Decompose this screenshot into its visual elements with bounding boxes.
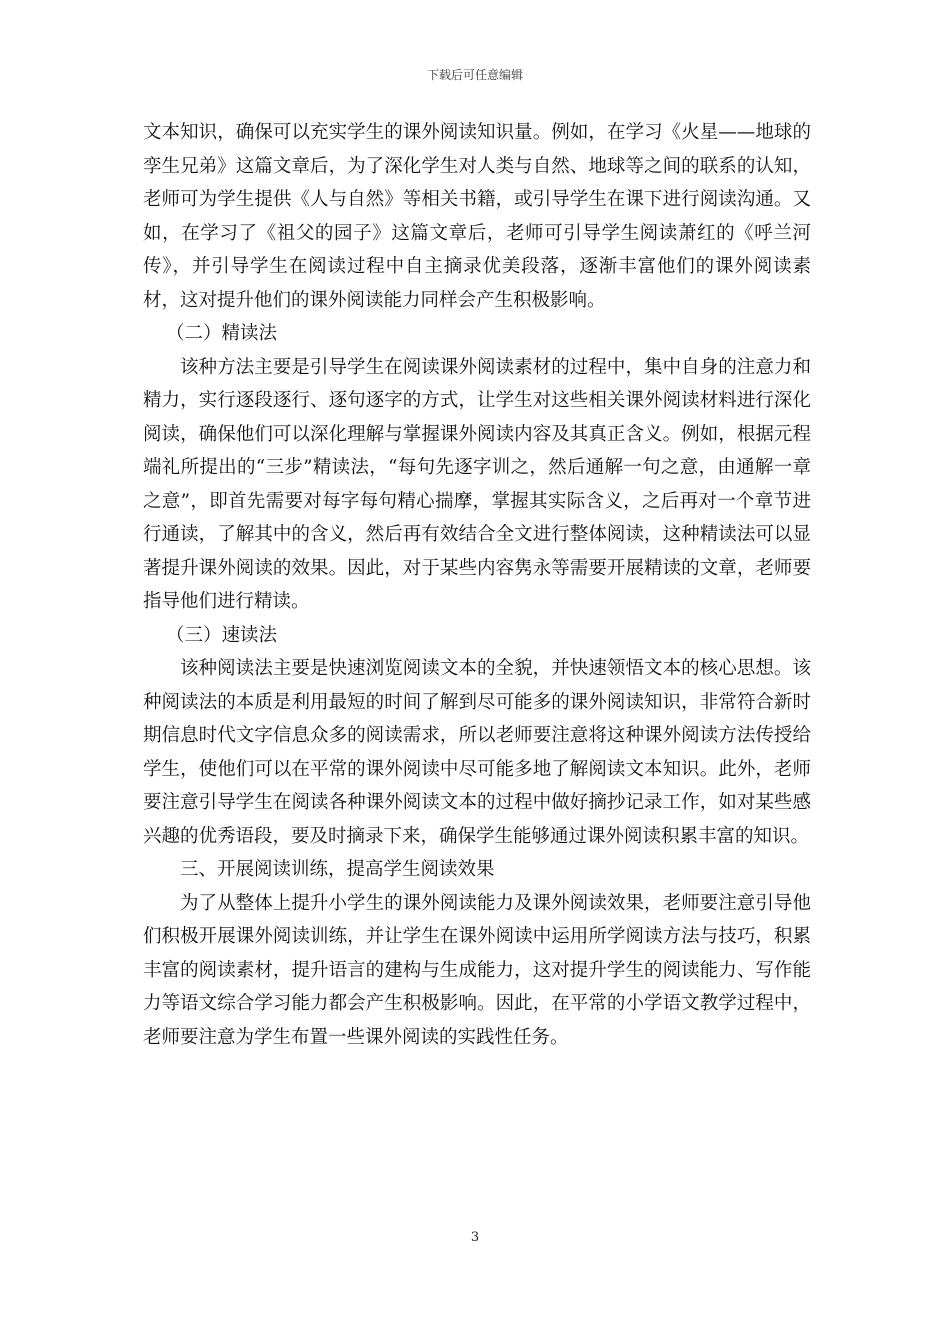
- section-heading-reading-training: 三、开展阅读训练，提高学生阅读效果: [180, 859, 495, 880]
- section-heading-speed-reading: （三）速读法: [166, 624, 278, 646]
- paragraph-intensive-reading: 该种方法主要是引导学生在阅读课外阅读素材的过程中，集中自身的注意力和精力，实行逐段逐行、逐句逐字的方式，让学生对这些相关课外阅读材料进行深化阅读，确保他们可以深化理解与掌握课外阅读内容及其真正含义。例如，根据元程端礼所提出的“三步”精读法，“每句先逐字训之，然后通解一句之意，由通解一章之意”，即首先需要对每字每句精心揣摩，掌握其实际含义，之后再对一个章节进行通读，了解其中的含义，然后再有效结合全文进行整体阅读，这种精读法可以显著提升课外阅读的效果。因此，对于某些内容隽永等需要开展精读的文章，老师要指导他们进行精读。: [143, 356, 811, 612]
- paragraph-speed-reading: 该种阅读法主要是快速浏览阅读文本的全貌，并快速领悟文本的核心思想。该种阅读法的本质是利用最短的时间了解到尽可能多的课外阅读知识，非常符合新时期信息时代文字信息众多的阅读需求，所以老师要注意将这种课外阅读方法传授给学生，使他们可以在平常的课外阅读中尽可能多地了解阅读文本知识。此外，老师要注意引导学生在阅读各种课外阅读文本的过程中做好摘抄记录工作，如对某些感兴趣的优秀语段，要及时摘录下来，确保学生能够通过课外阅读积累丰富的知识。: [143, 658, 811, 847]
- paragraph-reading-training: 为了从整体上提升小学生的课外阅读能力及课外阅读效果，老师要注意引导他们积极开展课外阅读训练，并让学生在课外阅读中运用所学阅读方法与技巧，积累丰富的阅读素材，提升语言的建构与生成能力，这对提升学生的阅读能力、写作能力等语文综合学习能力都会产生积极影响。因此，在平常的小学语文教学过程中，老师要注意为学生布置一些课外阅读的实践性任务。: [143, 892, 811, 1048]
- paragraph-continuation: 文本知识，确保可以充实学生的课外阅读知识量。例如，在学习《火星——地球的孪生兄弟》这篇文章后，为了深化学生对人类与自然、地球等之间的联系的认知，老师可为学生提供《人与自然》等相关书籍，或引导学生在课下进行阅读沟通。又如，在学习了《祖父的园子》这篇文章后，老师可引导学生阅读萧红的《呼兰河传》，并引导学生在阅读过程中自主摘录优美段落，逐渐丰富他们的课外阅读素材，这对提升他们的课外阅读能力同样会产生积极影响。: [143, 122, 811, 311]
- section-heading-intensive-reading: （二）精读法: [166, 323, 278, 344]
- document-body: [143, 116, 811, 1054]
- page-number: 3: [470, 1230, 480, 1245]
- page-header: 下载后可任意编辑: [426, 68, 523, 82]
